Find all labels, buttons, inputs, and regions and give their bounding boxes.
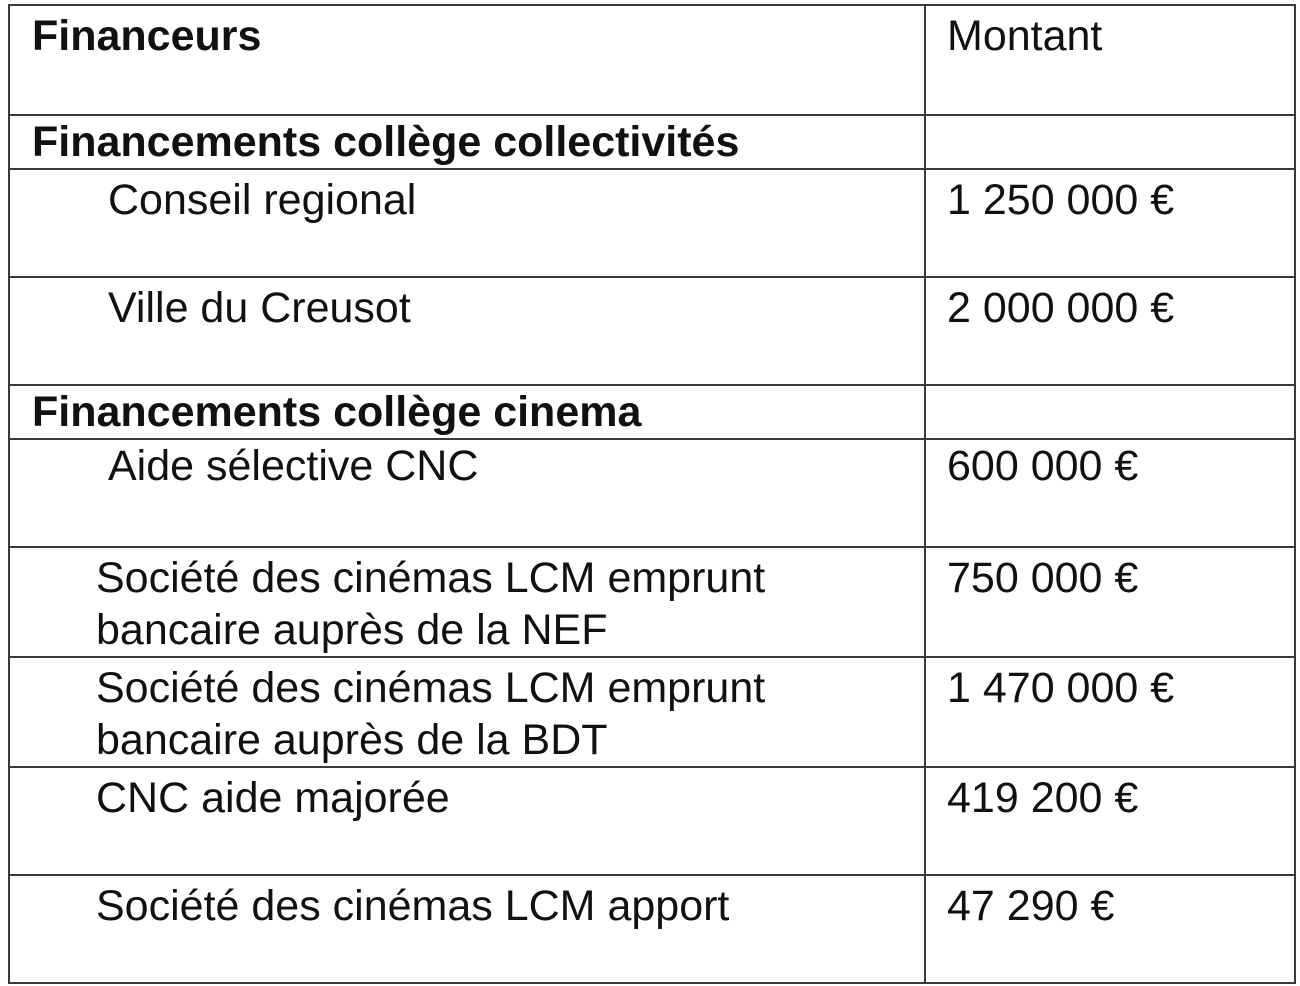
header-financeurs [9,5,925,115]
row-montant-value: 47 290 € [947,882,1115,930]
row-financeur-line2: bancaire auprès de la NEF [96,606,608,654]
table-row [9,439,1295,547]
row-montant-value: 600 000 € [947,442,1139,490]
section-row-collectivites [9,115,1295,169]
row-financeur [9,547,925,657]
row-montant [925,875,1295,983]
table-row [9,169,1295,277]
financing-table [8,4,1296,984]
section-title-label: Financements collège collectivités [32,118,740,166]
table-row [9,657,1295,767]
table-row [9,767,1295,875]
row-financeur-line1: Société des cinémas LCM emprunt [96,664,766,712]
row-montant [925,277,1295,385]
row-montant-value: 2 000 000 € [947,284,1175,332]
row-montant-value: 419 200 € [947,774,1139,822]
row-financeur-label: Société des cinémas LCM apport [96,882,730,930]
table-header-row [9,5,1295,115]
section-title-label: Financements collège cinema [32,388,642,436]
row-financeur-label: Aide sélective CNC [108,442,479,490]
section-row-cinema [9,385,1295,439]
row-financeur-label: Ville du Creusot [108,284,411,332]
row-montant [925,169,1295,277]
row-financeur [9,169,925,277]
row-financeur-label: CNC aide majorée [96,774,450,822]
row-financeur [9,657,925,767]
row-montant [925,657,1295,767]
table-row [9,277,1295,385]
row-financeur-line2: bancaire auprès de la BDT [96,716,608,764]
row-montant [925,439,1295,547]
section-title-cinema [9,385,925,439]
header-montant-label: Montant [947,12,1103,60]
header-financeurs-label: Financeurs [32,12,262,60]
row-montant-value: 1 250 000 € [947,176,1175,224]
row-montant-value: 750 000 € [947,554,1139,602]
row-financeur [9,277,925,385]
row-montant [925,767,1295,875]
section-amount-empty [925,385,1295,439]
section-amount-empty [925,115,1295,169]
row-financeur-line1: Société des cinémas LCM emprunt [96,554,766,602]
header-montant [925,5,1295,115]
row-financeur [9,767,925,875]
table-row [9,547,1295,657]
section-title-collectivites [9,115,925,169]
row-financeur [9,875,925,983]
row-financeur [9,439,925,547]
row-montant [925,547,1295,657]
row-montant-value: 1 470 000 € [947,664,1175,712]
row-financeur-label: Conseil regional [108,176,417,224]
table-row [9,875,1295,983]
